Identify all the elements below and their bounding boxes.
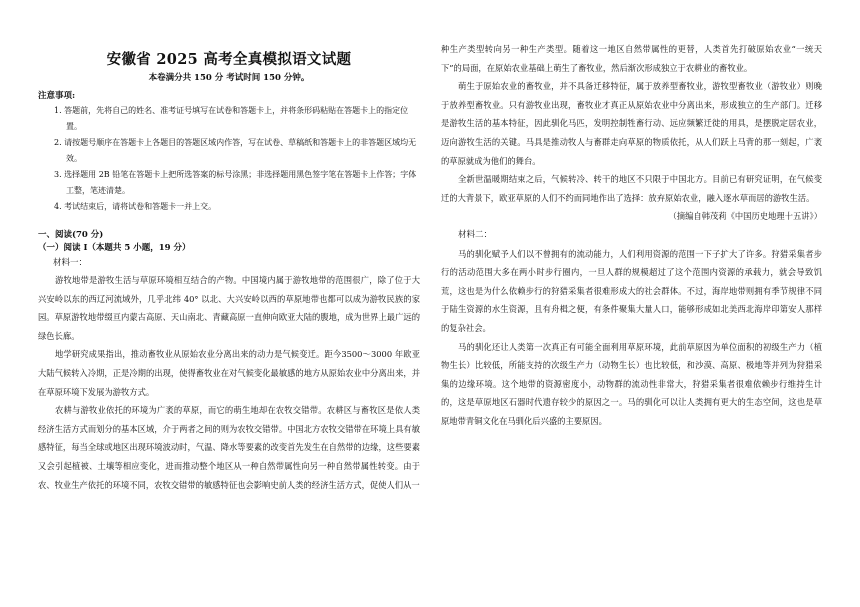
section-heading: 一、阅读(70 分) bbox=[38, 230, 104, 240]
paragraph: 马的驯化还让人类第一次真正有可能全面利用草原环境，此前草原因为单位面积的初级生产力（植物生长）比较低，所能支持的次级生产力（动物生长）也比较低，和沙漠、高原、极地等并列为狩猎采集的边缘环境。这个地带的资源密度小，动物群的流动性非常大，狩猎采集者很难依赖步行维持生计的，这是草原地区石器时代遗存较少的原因之一。马的驯化可以让人类拥有更大的生态空间，这也是草原地带青铜文化在马驯化后兴盛的主要原因。 bbox=[441, 341, 822, 426]
notes-heading: 注意事项: bbox=[38, 91, 76, 101]
material-label: 材料一： bbox=[53, 258, 88, 268]
paragraph: 萌生于原始农业的畜牧业，并不具备迁移特征，属于放养型畜牧业，游牧型畜牧业（游牧业）则晚于放养型畜牧业。只有游牧业出现，畜牧业才真正从原始农业中分离出来，形成独立的生产部门。迁移是游牧生活的基本特征，因此驯化马匹，发明控制牲畜行动、远应频繁迁徙的用具，是摆脱定居农业，迈向游牧生活的关键。马具是推动牧人与畜群走向草原的物质依托，从人们跃上马背的那一刻起，广袤的草原就成为他们的舞台。 bbox=[441, 81, 822, 166]
note-item: 3. 选择题用 2B 铅笔在答题卡上把所选答案的标号涂黑；非选择题用黑色签字笔在答题卡上作答；字体工整，笔迹清楚。 bbox=[54, 170, 417, 195]
note-item: 1. 答题前，先将自己的姓名、准考证号填写在试卷和答题卡上，并将条形码粘贴在答题卡上的指定位置。 bbox=[54, 106, 409, 131]
paragraph: 地学研究成果指出，推动畜牧业从原始农业分离出来的动力是气候变迁。距今3500～3000 年欧亚大陆气候转入冷期，正是冷期的出现，使得畜牧业在对气候变化最敏感的地方从原始农业中分离出来，并在草原环境下发展为游牧方式。 bbox=[38, 349, 420, 397]
material-label: 材料二： bbox=[458, 229, 493, 240]
note-item: 4. 考试结束后，请将试卷和答题卡一并上交。 bbox=[54, 202, 217, 211]
paragraph: 全新世温暖期结束之后，气候转冷、转干的地区不只限于中国北方。目前已有研究证明，在气候变迁的大背景下，欧亚草原的人们不约而同地作出了选择：放弃原始农业，融入逐水草而居的游牧生活。 bbox=[441, 174, 822, 203]
paragraph: 农耕与游牧业依托的环境为广袤的草原，而它的萌生地却在农牧交错带。农耕区与畜牧区是依人类经济生活方式而划分的基本区域，介于两者之间的则为农牧交错带。中国北方农牧交错带在环境上具有敏感特征，每当全球或地区出现环境波动时，气温、降水等要素的改变首先发生在自然带的边缘，这些要素又会引起植被、土壤等相应变化，进而推动整个地区从一种自然带属性向另一种自然带属性转变。由于农、牧业生产依托的环境不同，农牧交错带的敏感特征也会影响史前人类的经济生活方式，促使人们从一 bbox=[38, 405, 420, 490]
citation: （摘编自韩茂莉《中国历史地理十五讲》） bbox=[668, 211, 822, 222]
left-column bbox=[38, 40, 420, 494]
subsection-heading: （一）阅读 I（本题共 5 小题，19 分） bbox=[38, 243, 191, 253]
paragraph: 马的驯化赋予人们以不曾拥有的流动能力，人们利用资源的范围一下子扩大了许多。狩猎采集者步行的活动范围大多在两小时步行圈内，一旦人群的规模超过了这个范围内资源的承载力，就会导致饥荒，这也是为什么依赖步行的狩猎采集者很难形成大的社会群体。不过，海岸地带则拥有季节规律不同于陆生资源的水生资源，且有舟楫之便，有条件聚集大量人口，能够形成如北美西北海岸印第安人那样的复杂社会。 bbox=[441, 248, 822, 333]
note-item: 2. 请按题号顺序在答题卡上各题目的答题区域内作答，写在试卷、草稿纸和答题卡上的非答题区域均无效。 bbox=[54, 138, 417, 163]
exam-title: 安徽省 2025 高考全真模拟语文试题 bbox=[106, 51, 352, 68]
right-column bbox=[441, 40, 822, 430]
paragraph: 游牧地带是游牧生活与草原环境相互结合的产物。中国境内属于游牧地带的范围很广，除了位于大兴安岭以东的西辽河流域外，几乎北纬 40° 以北、大兴安岭以西的草原地带也都可以成为游牧民族的家园。草原游牧地带缀亘内蒙古高原、天山南北、青藏高原一直伸向欧亚大陆的腹地，成为世界上最广远的绿色长廊。 bbox=[38, 275, 420, 341]
paragraph: 种生产类型转向另一种生产类型。随着这一地区自然带属性的更替，人类首先打破原始农业“一统天下”的局面，在原始农业基础上萌生了畜牧业，然后渐次形成独立于农耕业的畜牧业。 bbox=[441, 44, 822, 73]
exam-meta: 本卷满分共 150 分 考试时间 150 分钟。 bbox=[148, 73, 310, 83]
